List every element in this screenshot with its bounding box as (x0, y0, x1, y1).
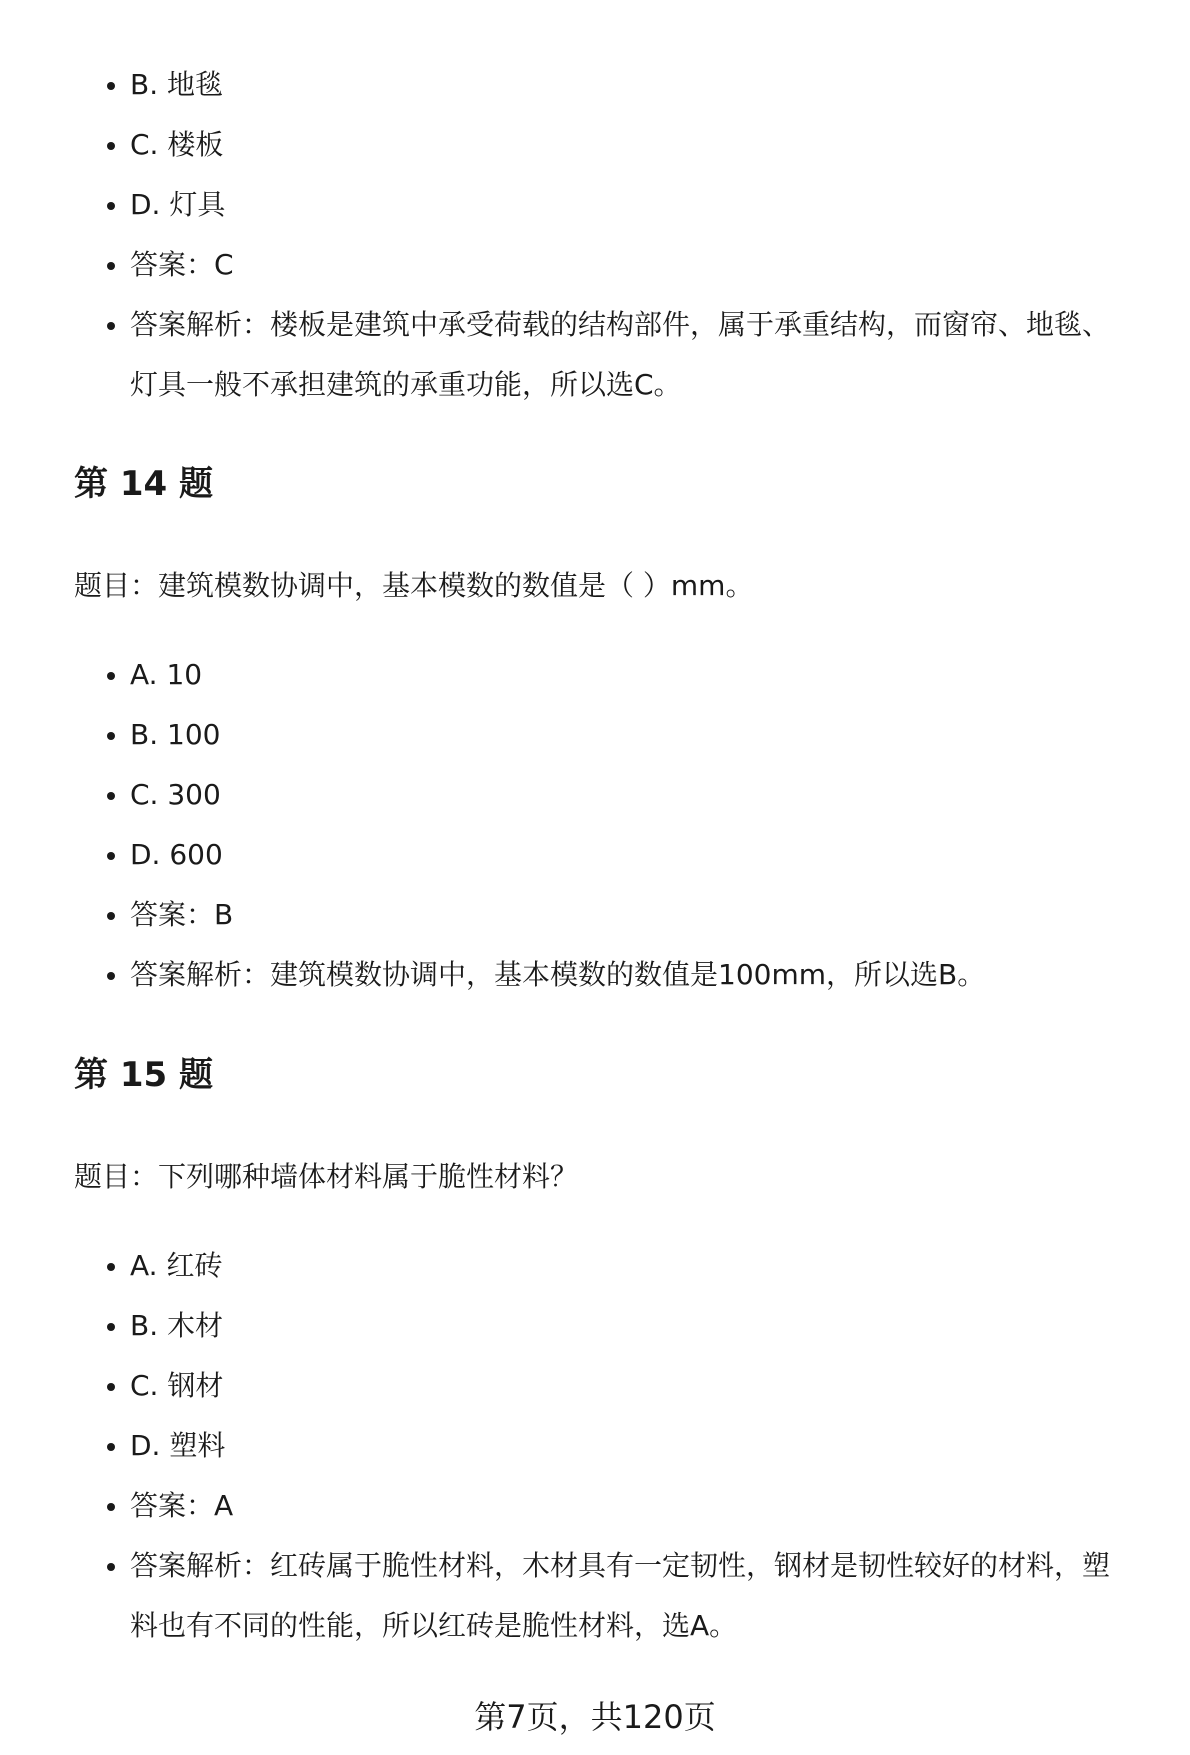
q15-option-b: B. 木材 (130, 1296, 1130, 1356)
q15-answer: 答案：A (130, 1476, 1130, 1536)
q13-option-d: D. 灯具 (130, 175, 1130, 235)
q14-option-c: C. 300 (130, 765, 1130, 825)
q15-option-d: D. 塑料 (130, 1416, 1130, 1476)
q15-analysis: 答案解析：红砖属于脆性材料，木材具有一定韧性，钢材是韧性较好的材料，塑料也有不同的性能，所以红砖是脆性材料，选A。 (130, 1536, 1130, 1656)
q13-option-c: C. 楼板 (130, 115, 1130, 175)
q15-question: 题目：下列哪种墙体材料属于脆性材料？ (74, 1160, 579, 1193)
q15-option-a: A. 红砖 (130, 1236, 1130, 1296)
q13-analysis: 答案解析：楼板是建筑中承受荷载的结构部件，属于承重结构，而窗帘、地毯、灯具一般不承担建筑的承重功能，所以选C。 (130, 295, 1130, 415)
q14-answer: 答案：B (130, 885, 1130, 945)
q14-analysis: 答案解析：建筑模数协调中，基本模数的数值是100mm，所以选B。 (130, 945, 1130, 1005)
q14-option-d: D. 600 (130, 825, 1130, 885)
q14-option-a: A. 10 (130, 645, 1130, 705)
page-footer: 第7页，共120页 (474, 1698, 716, 1736)
q15-heading: 第 15 题 (74, 1055, 213, 1095)
q15-option-c: C. 钢材 (130, 1356, 1130, 1416)
q14-question: 题目：建筑模数协调中，基本模数的数值是（ ）mm。 (74, 569, 754, 602)
q14-option-b: B. 100 (130, 705, 1130, 765)
q13-option-b: B. 地毯 (130, 55, 1130, 115)
q13-answer: 答案：C (130, 235, 1130, 295)
q14-heading: 第 14 题 (74, 464, 213, 504)
